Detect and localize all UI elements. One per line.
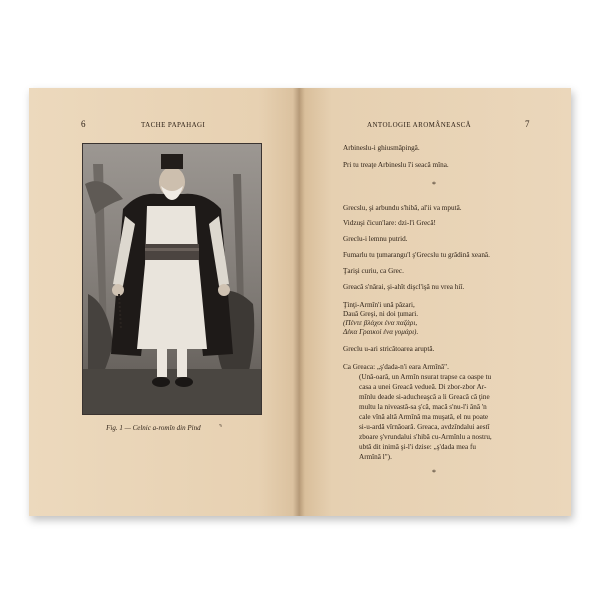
proverb-line-greek: Δέκα Γραικοί ένα γομάρι). [343, 328, 419, 336]
proverb-line: Greacă s'nărai, şi-ahît dişcl'işă nu vrea hiî. [343, 283, 465, 291]
running-head-left: TACHE PAPAHAGI [141, 121, 206, 129]
story-line: cale vînă altă Armînă ma muşată, el nu poate [359, 413, 489, 421]
story-line: (Ună-oară, un Armîn nsurat trapse ca oaspe tu [359, 373, 492, 381]
proverb-line: Ca Greaca: „ş'dada-n'i eara Armînă". [343, 363, 449, 371]
proverb-line: Ţinţi-Armîn'i ună păzari, [343, 301, 415, 309]
proverb-line: Ţarişi curiu, ca Grec. [343, 267, 404, 275]
story-line: si-u-ardă vîrnăoară. Greaca, avdzîndalui aestî [359, 423, 490, 431]
running-head-right: ANTOLOGIE AROMÂNEASCĂ [367, 121, 472, 129]
proverb-line: Fumarlu tu ţumarangu'l ş'Grecslu tu grădină xeană. [343, 251, 490, 259]
proverb-line: Grecslu, şi arbundu s'hibă, al'ii va mputâ. [343, 204, 462, 212]
separator-star-2: * [432, 468, 436, 477]
right-page [299, 88, 571, 516]
page-number-left: 6 [81, 119, 86, 129]
proverb-line-greek: (Πέντε βλάχοι ένα παζάρι, [343, 319, 418, 327]
page-number-right: 7 [525, 119, 530, 129]
open-book [29, 88, 571, 516]
story-line: multu la niveastă-sa ş'că, macă s'nu-l'i ănă 'n [359, 403, 487, 411]
caption-text: Fig. 1 — Celnic a-romîn din Pind [106, 424, 201, 432]
proverb-line: Arbineslu-i ghiusmăpingă. [343, 144, 420, 152]
story-line: Armînă l"). [359, 453, 392, 461]
proverb-line: Greclu-i lemnu putrid. [343, 235, 408, 243]
proverb-line: Vidzuşi ĉicun'lare: dzi-l'i Grecă! [343, 219, 436, 227]
story-line: mînlu deade si-aducheaşcă a li Greacă că ţine [359, 393, 490, 401]
story-line: zboare ş'vrundalui s'hibă cu-Armînlu a nostru, [359, 433, 492, 441]
figure-caption [29, 424, 299, 432]
story-line: casa a unei Greacă vedueă. Di zbor-zbor Ar- [359, 383, 487, 391]
story-line: ubtă dit inimă şi-l'i dzise: „ş'dada mea fu [359, 443, 476, 451]
caption-mark: ⌝ [218, 424, 222, 432]
proverb-line: Pri tu treaţe Arbineslu î'i seacă mîna. [343, 161, 449, 169]
photograph-man-in-costume [82, 143, 262, 415]
proverb-line: Dauă Greşi, ni doi ţumari. [343, 310, 419, 318]
photo-illustration [83, 144, 261, 414]
separator-star-1: * [432, 180, 436, 189]
left-page [29, 88, 299, 516]
book-gutter [293, 88, 305, 516]
proverb-line: Greclu u-ari stricătoarea aruptă. [343, 345, 435, 353]
